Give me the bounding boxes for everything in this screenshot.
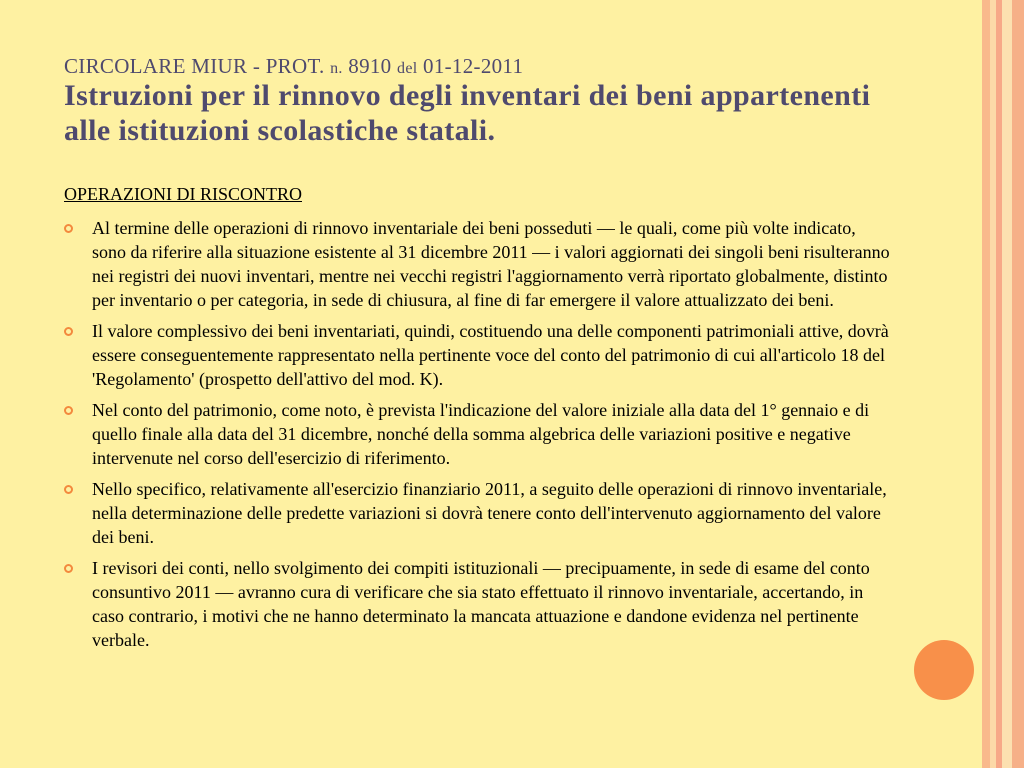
bullet-icon	[64, 485, 73, 494]
bullet-list	[64, 216, 894, 659]
list-item-text: Nel conto del patrimonio, come noto, è prevista l'indicazione del valore iniziale alla data del 1° gennaio e di quello finale alla data del 31 dicembre, nonché della somma algebrica delle variazioni positive e negative intervenute nel corso dell'esercizio di riferimento.	[92, 400, 870, 468]
list-item	[64, 556, 894, 652]
bullet-icon	[64, 406, 73, 415]
section-heading: OPERAZIONI DI RISCONTRO	[64, 184, 302, 204]
decor-stripe	[982, 0, 990, 768]
decor-circle	[914, 640, 974, 700]
list-item-text: Al termine delle operazioni di rinnovo inventariale dei beni posseduti — le quali, come più volte indicato, sono da riferire alla situazione esistente al 31 dicembre 2011 — i valori aggiornati dei singoli beni risulteranno nei registri dei nuovi inventari, mentre nei vecchi registri l'aggiornamento verrà riportato globalmente, distinto per inventario o per categoria, in sede di chiusura, al fine di far emergere il valore attualizzato dei beni.	[92, 218, 890, 310]
slide-title: Istruzioni per il rinnovo degli inventari dei beni appartenenti alle istituzioni scolastiche statali.	[64, 79, 871, 147]
list-item-text: Il valore complessivo dei beni inventariati, quindi, costituendo una delle componenti patrimoniali attive, dovrà essere conseguentemente rappresentato nella pertinente voce del conto del patrimonio di cui all'articolo 18 del 'Regolamento' (prospetto dell'attivo del mod. K).	[92, 321, 889, 389]
list-item-text: Nello specifico, relativamente all'esercizio finanziario 2011, a seguito delle operazioni di rinnovo inventariale, nella determinazione delle predette variazioni si dovrà tenere conto dell'intervenuto aggiornamento del valore dei beni.	[92, 479, 887, 547]
title-part: del	[397, 60, 418, 77]
list-item	[64, 477, 894, 549]
bullet-icon	[64, 224, 73, 233]
list-item	[64, 398, 894, 470]
decor-stripe	[1012, 0, 1024, 768]
decor-stripe	[1002, 0, 1012, 768]
title-reference	[64, 54, 523, 79]
title-part: n.	[330, 60, 343, 77]
bullet-icon	[64, 327, 73, 336]
title-part: CIRCOLARE MIUR - PROT.	[64, 54, 331, 78]
title-part: 01-12-2011	[417, 54, 524, 78]
bullet-icon	[64, 564, 73, 573]
list-item-text: I revisori dei conti, nello svolgimento dei compiti istituzionali — precipuamente, in sede di esame del conto consuntivo 2011 — avranno cura di verificare che sia stato effettuato il rinnovo inventariale, accertando, in caso contrario, i motivi che ne hanno determinato la mancata attuazione e dandone evidenza nel pertinente verbale.	[92, 558, 870, 650]
list-item	[64, 319, 894, 391]
list-item	[64, 216, 894, 312]
title-part: 8910	[342, 54, 398, 78]
